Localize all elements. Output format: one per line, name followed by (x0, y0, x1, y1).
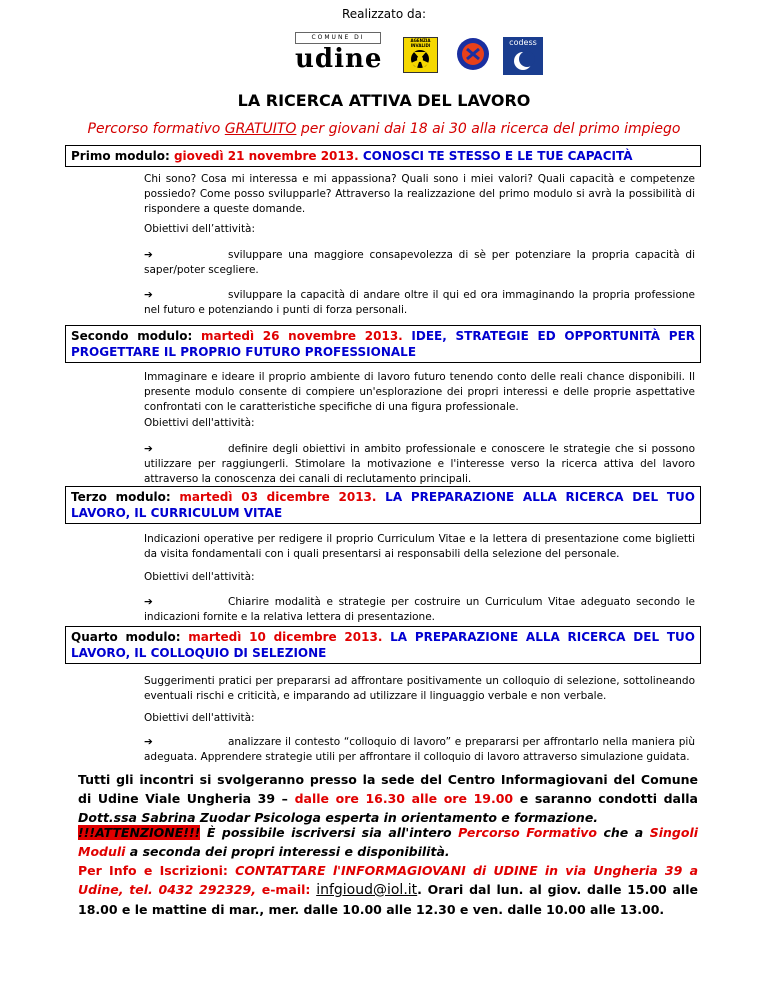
module4-desc: Suggerimenti pratici per prepararsi ad affrontare positivamente un colloquio di selezione, sottolineando eventuali rischi e criticità, e imparando ad utilizzare il linguaggio verbale e non verbale. (144, 675, 695, 702)
attention-rest: a seconda dei propri interessi e disponibilità. (125, 844, 450, 859)
module1-objectives: Obiettivi dell’attività: (144, 223, 256, 235)
info-label: Per Info e Iscrizioni: (78, 863, 236, 878)
attention-badge: !!!ATTENZIONE!!! (78, 825, 201, 840)
module3-objectives: Obiettivi dell'attività: (144, 571, 255, 583)
info-email-label: e-mail: (255, 882, 317, 897)
realized-by-label: Realizzato da: (341, 7, 427, 21)
comune-udine-logo (295, 32, 383, 76)
arrow-right-icon: ➔ (144, 289, 153, 301)
attention-course: Percorso Formativo (458, 825, 597, 840)
page-title: LA RICERCA ATTIVA DEL LAVORO (237, 91, 531, 110)
module3-label: Terzo modulo: (71, 490, 180, 504)
subtitle-free: GRATUITO (224, 121, 297, 137)
module4-bullet1-text: analizzare il contesto “colloquio di lavoro” e prepararsi per affrontarlo nella maniera più adeguata. Apprendere strategie utili per affrontare il colloquio di lavoro attraverso simulazione guidata. (144, 736, 695, 763)
arrow-right-icon: ➔ (144, 443, 153, 455)
module2-label: Secondo modulo: (71, 329, 201, 343)
round-emblem-icon (456, 37, 490, 71)
venue-paragraph (78, 770, 698, 827)
module2-bullet1-text: definire degli obiettivi in ambito professionale e conoscere le strategie che si possono utilizzare per raggiungerli. Stimolare la motivazione e l'interesse verso la ricerca attiva del lavoro attraverso la conoscenza dei canali di reclutamento principali. (144, 443, 695, 485)
arrow-right-icon: ➔ (144, 596, 153, 608)
module3-header (65, 486, 701, 524)
module2-date: martedì 26 novembre 2013. (200, 329, 403, 343)
info-contact: CONTATTARE l'INFORMAGIOVANI di UDINE in via Ungheria 39 a Udine, tel. 0432 292329, (78, 863, 699, 897)
agency-logo (403, 37, 438, 73)
attention-text: È possibile iscriversi sia all'intero (200, 825, 459, 840)
email-link[interactable]: infgioud@iol.it (316, 882, 418, 898)
module4-objectives: Obiettivi dell'attività: (144, 712, 255, 724)
module3-desc: Indicazioni operative per redigere il proprio Curriculum Vitae e la lettera di presentazione come biglietti da visita fondamentali con i quali presentarsi ai responsabili della selezione del personale. (144, 533, 695, 560)
venue-psychologist: Dott.ssa Sabrina Zuodar Psicologa esperta in orientamento e formazione. (78, 810, 599, 825)
logo-udine-word: udine (295, 44, 383, 74)
module4-bullet1 (144, 735, 695, 765)
subtitle-post: per giovani dai 18 ai 30 alla ricerca del primo impiego (296, 121, 681, 137)
agency-logo-text: AGENZIA INVALIDI (410, 38, 431, 48)
module1-desc: Chi sono? Cosa mi interessa e mi appassiona? Quali sono i miei valori? Quali capacità e competenze possiedo? Come posso svilupparle? Attraverso la realizzazione del primo modulo si avrà la possibilità di rispondere a queste domande. (144, 173, 695, 215)
page-subtitle (0, 121, 768, 137)
module3-bullet1-text: Chiarire modalità e strategie per costruire un Curriculum Vitae adeguato secondo le indicazioni fornite e la relativa lettera di presentazione. (144, 596, 695, 623)
module1-topic: CONOSCI TE STESSO E LE TUE CAPACITÀ (362, 149, 633, 163)
codess-logo (503, 37, 543, 75)
circle-logo (456, 37, 490, 71)
subtitle-pre: Percorso formativo (87, 121, 225, 137)
venue-text: Tutti gli incontri si svolgeranno presso la sede del Centro Informagiovani del Comune di Udine Viale Ungheria 39 – (78, 772, 698, 806)
module4-label: Quarto modulo: (71, 630, 189, 644)
module1-bullet2 (144, 288, 695, 318)
module4-topic: LA PREPARAZIONE ALLA RICERCA DEL TUO LAVORO, IL COLLOQUIO DI SELEZIONE (71, 630, 695, 660)
module1-sep: . (354, 149, 363, 163)
radiation-icon (404, 48, 437, 70)
logo-udine-banner: COMUNE DI (295, 32, 381, 44)
partner-logos (295, 32, 545, 78)
module3-date: martedì 03 dicembre 2013. (179, 490, 377, 504)
module4-date: martedì 10 dicembre 2013. (188, 630, 383, 644)
module2-desc: Immaginare e ideare il proprio ambiente di lavoro futuro tenendo conto delle reali chance disponibili. Il presente modulo consente di compiere un'esplorazione dei propri interessi e delle proprie aspettative confrontati con le caratteristiche specifiche di una figura professionale. (144, 371, 695, 413)
module3-topic: LA PREPARAZIONE ALLA RICERCA DEL TUO LAVORO, IL CURRICULUM VITAE (71, 490, 695, 520)
attention-paragraph (78, 823, 698, 861)
module2-topic: IDEE, STRATEGIE ED OPPORTUNITÀ PER PROGETTARE IL PROPRIO FUTURO PROFESSIONALE (71, 329, 695, 359)
module2-header (65, 325, 701, 363)
module2-bullet1 (144, 442, 695, 487)
venue-hours: dalle ore 16.30 alle ore 19.00 (294, 791, 514, 806)
info-hours: . Orari dal lun. al giov. dalle 15.00 alle 18.00 e le mattine di mar., mer. dalle 10.00 alle 12.30 e ven. dalle 10.00 alle 13.00. (78, 882, 698, 917)
codess-logo-text: codess (509, 38, 537, 47)
module1-bullet2-text: sviluppare la capacità di andare oltre il qui ed ora immaginando la propria professione nel futuro e potenziando i punti di forza personali. (144, 289, 695, 316)
module1-header (65, 145, 701, 167)
module1-label: Primo modulo: (71, 149, 174, 163)
module2-objectives: Obiettivi dell'attività: (144, 417, 255, 429)
venue-conducted: e saranno condotti dalla (513, 791, 698, 806)
module4-header (65, 626, 701, 664)
module1-bullet1-text: sviluppare una maggiore consapevolezza di sè per potenziare la propria capacità di saper/poter scegliere. (144, 249, 695, 276)
moon-icon (503, 49, 543, 73)
attention-or: che a (597, 825, 650, 840)
module3-bullet1 (144, 595, 695, 625)
info-paragraph (78, 861, 698, 919)
attention-modules: Singoli Moduli (78, 825, 699, 859)
arrow-right-icon: ➔ (144, 249, 153, 261)
module1-date: giovedì 21 novembre 2013 (173, 149, 355, 163)
module1-bullet1 (144, 248, 695, 278)
arrow-right-icon: ➔ (144, 736, 153, 748)
